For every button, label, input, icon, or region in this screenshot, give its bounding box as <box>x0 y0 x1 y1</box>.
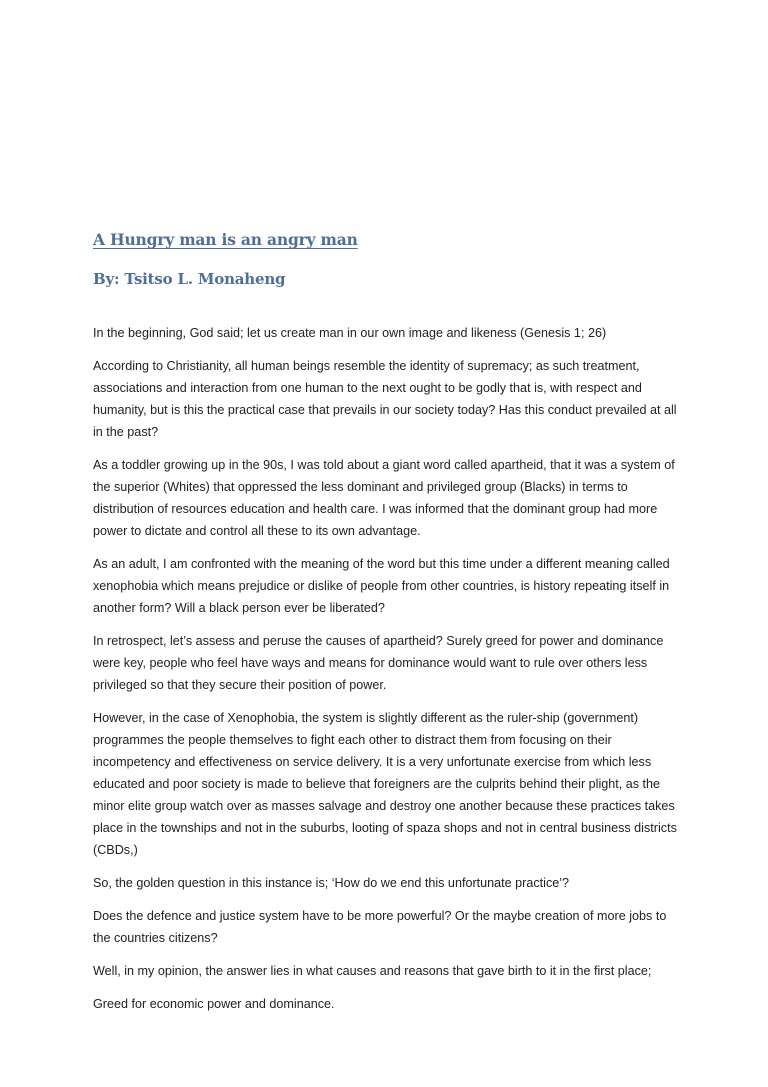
paragraph: Greed for economic power and dominance. <box>93 997 335 1011</box>
document-author: By: Tsitso L. Monaheng <box>93 270 286 288</box>
document-title: A Hungry man is an angry man <box>93 230 358 249</box>
paragraph: As an adult, I am confronted with the meaning of the word but this time under a different meaning called xenophobia which means prejudice or dislike of people from other countries, is history repeating itself in another form? Will a black person ever be liberated? <box>93 557 670 615</box>
paragraph: However, in the case of Xenophobia, the system is slightly different as the ruler-ship (government) programmes the people themselves to fight each other to distract them from focusing on their incompetency and effectiveness on service delivery. It is a very unfortunate exercise from which less educated and poor society is made to believe that foreigners are the culprits behind their plight, as the minor elite group watch over as masses salvage and destroy one another because these practices takes place in the townships and not in the suburbs, looting of spaza shops and not in central business districts (CBDs,) <box>93 711 677 857</box>
paragraph: As a toddler growing up in the 90s, I was told about a giant word called apartheid, that it was a system of the superior (Whites) that oppressed the less dominant and privileged group (Blacks) in terms to distribution of resources education and health care. I was informed that the dominant group had more power to dictate and control all these to its own advantage. <box>93 458 675 538</box>
document-body <box>93 322 683 1026</box>
paragraph: So, the golden question in this instance is; ‘How do we end this unfortunate practice’? <box>93 876 570 890</box>
paragraph: Does the defence and justice system have to be more powerful? Or the maybe creation of more jobs to the countries citizens? <box>93 909 667 945</box>
paragraph: Well, in my opinion, the answer lies in what causes and reasons that gave birth to it in the first place; <box>93 964 652 978</box>
paragraph: According to Christianity, all human beings resemble the identity of supremacy; as such treatment, associations and interaction from one human to the next ought to be godly that is, with respect and humanity, but is this the practical case that prevails in our society today? Has this conduct prevailed at all in the past? <box>93 359 677 439</box>
paragraph: In retrospect, let’s assess and peruse the causes of apartheid? Surely greed for power and dominance were key, people who feel have ways and means for dominance would want to rule over others less privileged so that they secure their position of power. <box>93 634 664 692</box>
paragraph: In the beginning, God said; let us create man in our own image and likeness (Genesis 1; 26) <box>93 326 607 340</box>
